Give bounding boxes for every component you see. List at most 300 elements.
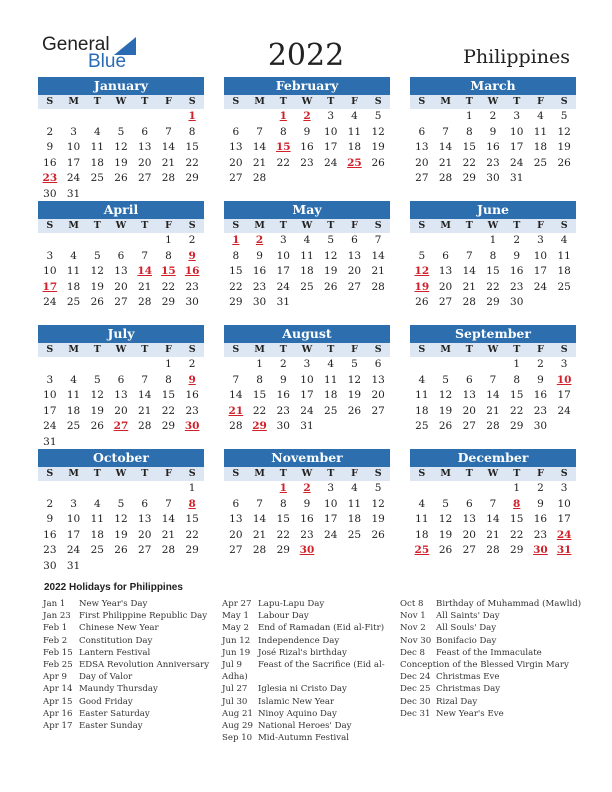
- day-cell: 12: [114, 141, 128, 153]
- holiday-row: [43, 696, 209, 708]
- day-cell: 1: [489, 234, 497, 246]
- day-cell: 12: [114, 513, 128, 525]
- logo-blue-text: Blue: [88, 51, 127, 72]
- day-cell: 2: [513, 234, 521, 246]
- day-grid: [38, 481, 204, 574]
- holiday-date: Jul 27: [222, 684, 248, 695]
- holiday-row: [43, 598, 209, 610]
- holiday-day-cell: 2: [303, 110, 311, 122]
- weekday-label: W: [301, 468, 313, 479]
- weekday-label: F: [537, 96, 544, 107]
- day-cell: 23: [276, 404, 290, 417]
- day-cell: 27: [415, 172, 429, 184]
- month-september: [410, 325, 576, 435]
- day-cell: 20: [371, 389, 385, 401]
- day-cell: 22: [276, 156, 290, 169]
- day-cell: 24: [324, 528, 338, 541]
- day-cell: 1: [513, 482, 521, 494]
- day-cell: 21: [486, 404, 500, 417]
- day-cell: 8: [489, 249, 497, 262]
- day-cell: 16: [533, 513, 548, 525]
- holiday-date: Dec 8: [400, 647, 425, 658]
- holiday-row: [43, 622, 209, 634]
- holiday-day-cell: 19: [414, 280, 430, 293]
- day-cell: 29: [510, 544, 524, 556]
- holiday-row: [43, 708, 209, 720]
- day-cell: 25: [90, 544, 104, 556]
- holiday-day-cell: 16: [184, 265, 200, 277]
- holiday-row: [400, 647, 581, 659]
- weekday-label: S: [418, 96, 426, 107]
- weekday-label: T: [513, 344, 521, 355]
- day-cell: 6: [141, 125, 149, 138]
- weekday-label: W: [115, 96, 127, 107]
- day-cell: 6: [351, 234, 358, 246]
- holiday-date: Jul 9: [222, 660, 242, 671]
- holiday-column: [400, 598, 581, 720]
- day-cell: 11: [415, 513, 429, 525]
- day-cell: 26: [438, 544, 453, 556]
- weekday-label: S: [560, 220, 568, 231]
- holiday-date: Apr 14: [43, 684, 73, 695]
- day-cell: 6: [465, 497, 473, 510]
- holiday-name: Adha): [222, 672, 248, 683]
- holiday-day-cell: 9: [188, 249, 196, 262]
- holiday-name: Independence Day: [258, 635, 340, 646]
- day-cell: 2: [188, 234, 196, 246]
- day-cell: 27: [229, 172, 243, 184]
- day-cell: 13: [229, 141, 243, 153]
- day-cell: 26: [557, 156, 571, 169]
- day-cell: 24: [557, 404, 571, 417]
- month-name: July: [38, 325, 204, 343]
- day-cell: 24: [276, 280, 290, 293]
- day-cell: 13: [462, 513, 476, 525]
- day-cell: 17: [324, 141, 338, 153]
- month-name: October: [38, 449, 204, 467]
- empty-cell: [248, 481, 272, 497]
- empty-cell: [410, 357, 434, 373]
- day-cell: 16: [300, 513, 314, 525]
- day-cell: 4: [418, 373, 426, 386]
- day-cell: 13: [438, 265, 453, 277]
- weekday-label: M: [440, 344, 451, 355]
- holiday-date: Nov 2: [400, 623, 426, 634]
- day-cell: 8: [279, 497, 287, 510]
- day-cell: 17: [557, 513, 571, 525]
- day-cell: 10: [66, 513, 81, 525]
- weekday-label: F: [351, 468, 358, 479]
- day-cell: 16: [185, 389, 199, 401]
- day-cell: 15: [510, 513, 524, 525]
- holiday-row: [222, 647, 385, 659]
- day-cell: 15: [252, 389, 267, 401]
- weekday-label: T: [279, 220, 287, 231]
- day-cell: 20: [462, 528, 476, 541]
- day-cell: 23: [486, 156, 500, 169]
- empty-cell: [248, 109, 272, 125]
- day-cell: 19: [557, 141, 571, 153]
- weekday-label: S: [188, 96, 196, 107]
- holiday-day-cell: 23: [42, 172, 58, 184]
- weekday-label: S: [46, 468, 54, 479]
- weekday-header: [224, 219, 390, 233]
- day-cell: 27: [114, 296, 128, 308]
- day-cell: 4: [537, 110, 544, 122]
- empty-cell: [133, 233, 157, 249]
- weekday-label: W: [115, 468, 127, 479]
- day-cell: 7: [489, 497, 497, 510]
- weekday-label: W: [115, 344, 127, 355]
- holiday-name: All Souls' Day: [436, 623, 497, 634]
- holiday-date: Oct 8: [400, 599, 424, 609]
- holiday-row: [400, 610, 581, 622]
- holiday-name: José Rizal's birthday: [258, 647, 347, 658]
- day-cell: 11: [557, 249, 571, 262]
- month-october: [38, 449, 204, 574]
- weekday-label: F: [165, 344, 172, 355]
- holiday-day-cell: 17: [42, 280, 58, 293]
- month-name: January: [38, 77, 204, 95]
- day-cell: 25: [66, 296, 81, 308]
- day-cell: 21: [161, 528, 176, 541]
- day-cell: 4: [351, 482, 358, 494]
- day-cell: 28: [252, 544, 267, 556]
- day-cell: 20: [229, 156, 243, 169]
- weekday-label: S: [374, 344, 382, 355]
- holiday-name: Constitution Day: [79, 635, 153, 646]
- holiday-date: Aug 29: [222, 721, 253, 732]
- day-cell: 6: [374, 358, 382, 370]
- month-march: [410, 77, 576, 187]
- day-cell: 15: [229, 265, 243, 277]
- empty-cell: [85, 357, 109, 373]
- holiday-day-cell: 1: [279, 110, 287, 122]
- day-cell: 5: [560, 110, 568, 122]
- weekday-header: [410, 95, 576, 109]
- weekday-label: T: [327, 344, 335, 355]
- day-cell: 14: [161, 141, 176, 153]
- day-cell: 17: [533, 265, 548, 277]
- day-cell: 6: [117, 373, 125, 386]
- day-cell: 1: [165, 358, 172, 370]
- day-cell: 29: [161, 296, 176, 308]
- day-cell: 27: [462, 544, 476, 556]
- day-cell: 18: [533, 141, 548, 153]
- day-cell: 18: [347, 141, 362, 153]
- holiday-name: Conception of the Blessed Virgin Mary: [400, 660, 569, 671]
- empty-cell: [109, 357, 133, 373]
- day-cell: 12: [90, 265, 104, 277]
- empty-cell: [38, 481, 62, 497]
- holiday-date: Feb 2: [43, 635, 68, 646]
- holiday-day-cell: 25: [347, 156, 362, 169]
- day-cell: 1: [188, 482, 196, 494]
- day-cell: 27: [138, 172, 152, 184]
- day-cell: 27: [347, 280, 362, 293]
- weekday-label: M: [440, 220, 451, 231]
- holiday-day-cell: 27: [113, 420, 129, 432]
- day-cell: 14: [252, 141, 267, 153]
- day-cell: 31: [43, 435, 57, 448]
- day-cell: 11: [324, 373, 338, 386]
- day-cell: 11: [347, 125, 362, 138]
- month-name: February: [224, 77, 390, 95]
- empty-cell: [481, 357, 505, 373]
- month-june: [410, 201, 576, 311]
- day-cell: 15: [486, 265, 500, 277]
- day-cell: 2: [489, 110, 497, 122]
- day-cell: 30: [533, 420, 548, 432]
- day-cell: 31: [510, 172, 524, 184]
- day-cell: 2: [537, 482, 544, 494]
- day-cell: 20: [347, 265, 362, 277]
- day-cell: 9: [46, 141, 54, 153]
- holiday-date: Apr 16: [43, 708, 73, 719]
- holiday-row: [400, 598, 581, 610]
- day-cell: 30: [276, 420, 290, 432]
- day-cell: 9: [489, 125, 497, 138]
- day-cell: 7: [141, 373, 149, 386]
- day-cell: 17: [557, 389, 571, 401]
- day-cell: 28: [138, 296, 152, 308]
- day-cell: 18: [90, 528, 104, 541]
- day-cell: 21: [371, 265, 385, 277]
- holiday-day-cell: 25: [414, 544, 430, 556]
- day-cell: 6: [232, 497, 240, 510]
- day-cell: 24: [510, 156, 524, 169]
- holiday-day-cell: 15: [275, 141, 291, 153]
- month-december: [410, 449, 576, 559]
- holiday-name: Lapu-Lapu Day: [258, 599, 325, 609]
- day-cell: 14: [229, 389, 243, 401]
- weekday-label: S: [374, 220, 382, 231]
- day-cell: 19: [90, 280, 104, 293]
- holiday-name: Good Friday: [79, 696, 133, 707]
- day-cell: 3: [303, 358, 311, 370]
- day-cell: 18: [66, 404, 81, 417]
- day-cell: 28: [371, 280, 385, 293]
- day-cell: 29: [185, 544, 199, 556]
- day-cell: 20: [138, 156, 152, 169]
- weekday-label: T: [465, 468, 473, 479]
- country-name: Philippines: [463, 46, 570, 68]
- day-cell: 23: [533, 404, 548, 417]
- holiday-name: Birthday of Muhammad (Mawlid): [436, 599, 582, 609]
- empty-cell: [434, 109, 458, 125]
- holiday-name: Feast of the Immaculate: [436, 647, 542, 658]
- weekday-label: W: [301, 96, 313, 107]
- day-cell: 7: [489, 373, 497, 386]
- day-cell: 9: [46, 513, 54, 525]
- empty-cell: [62, 109, 86, 125]
- day-cell: 27: [229, 544, 243, 556]
- day-cell: 3: [70, 125, 77, 138]
- day-cell: 21: [252, 528, 267, 541]
- day-cell: 22: [510, 528, 524, 541]
- day-cell: 21: [138, 280, 152, 293]
- day-cell: 16: [252, 265, 267, 277]
- weekday-label: M: [440, 468, 451, 479]
- day-cell: 4: [70, 373, 77, 386]
- day-cell: 20: [138, 528, 152, 541]
- day-cell: 19: [324, 265, 338, 277]
- day-cell: 14: [486, 389, 500, 401]
- holiday-row: [222, 732, 385, 744]
- empty-cell: [457, 357, 481, 373]
- day-cell: 28: [161, 544, 176, 556]
- weekday-label: S: [46, 220, 54, 231]
- holiday-name: Mid-Autumn Festival: [258, 733, 350, 744]
- holiday-day-cell: 21: [228, 404, 244, 417]
- holiday-day-cell: 9: [188, 373, 196, 386]
- weekday-label: M: [68, 96, 79, 107]
- holiday-date: Jun 19: [222, 647, 251, 658]
- day-cell: 6: [117, 249, 125, 262]
- day-cell: 4: [70, 249, 77, 262]
- day-cell: 16: [43, 528, 57, 541]
- holiday-name: Maundy Thursday: [79, 684, 158, 695]
- day-cell: 24: [43, 296, 57, 308]
- holiday-name: National Heroes' Day: [258, 721, 352, 732]
- holiday-name: New Year's Eve: [436, 708, 504, 719]
- day-cell: 4: [93, 497, 101, 510]
- day-cell: 5: [374, 110, 382, 122]
- holiday-row: [222, 610, 385, 622]
- weekday-label: T: [93, 220, 101, 231]
- holiday-column: [43, 598, 209, 732]
- weekday-header: [224, 95, 390, 109]
- day-cell: 18: [347, 513, 362, 525]
- weekday-label: T: [513, 220, 521, 231]
- day-cell: 5: [327, 234, 335, 246]
- day-cell: 7: [165, 125, 172, 138]
- day-cell: 13: [138, 513, 152, 525]
- day-cell: 30: [252, 296, 267, 308]
- month-may: [224, 201, 390, 311]
- day-cell: 11: [90, 141, 104, 153]
- day-cell: 22: [185, 156, 199, 169]
- weekday-label: T: [465, 220, 473, 231]
- logo-general-text: General: [42, 34, 110, 55]
- holiday-row: [222, 635, 385, 647]
- weekday-header: [224, 467, 390, 481]
- empty-cell: [224, 109, 248, 125]
- holiday-day-cell: 10: [556, 373, 572, 386]
- empty-cell: [224, 481, 248, 497]
- day-cell: 18: [415, 528, 429, 541]
- holiday-day-cell: 30: [184, 420, 200, 432]
- day-cell: 8: [232, 249, 240, 262]
- day-cell: 24: [300, 404, 314, 417]
- holiday-row: [222, 598, 385, 610]
- day-cell: 25: [66, 420, 81, 432]
- holiday-day-cell: 29: [252, 420, 267, 432]
- day-cell: 18: [415, 404, 429, 417]
- day-cell: 29: [185, 172, 199, 184]
- day-cell: 20: [229, 528, 243, 541]
- day-cell: 14: [138, 389, 152, 401]
- day-cell: 19: [114, 528, 128, 541]
- day-cell: 19: [371, 513, 385, 525]
- weekday-label: S: [560, 96, 568, 107]
- day-cell: 4: [351, 110, 358, 122]
- day-cell: 31: [66, 559, 81, 572]
- day-cell: 5: [351, 358, 358, 370]
- day-cell: 3: [560, 482, 568, 494]
- day-cell: 28: [438, 172, 453, 184]
- day-cell: 28: [161, 172, 176, 184]
- day-cell: 22: [252, 404, 267, 417]
- day-cell: 10: [557, 497, 571, 510]
- day-cell: 23: [300, 156, 314, 169]
- day-cell: 5: [117, 125, 125, 138]
- day-cell: 26: [114, 172, 128, 184]
- empty-cell: [62, 481, 86, 497]
- day-cell: 9: [513, 249, 521, 262]
- day-cell: 25: [324, 404, 338, 417]
- weekday-label: T: [141, 96, 149, 107]
- day-cell: 8: [165, 249, 172, 262]
- holiday-row: [222, 659, 385, 671]
- day-cell: 7: [256, 497, 263, 510]
- weekday-label: M: [440, 96, 451, 107]
- day-grid: [224, 357, 390, 435]
- day-cell: 3: [46, 249, 54, 262]
- day-cell: 17: [276, 265, 290, 277]
- day-cell: 17: [66, 156, 81, 169]
- month-name: March: [410, 77, 576, 95]
- day-grid: [410, 109, 576, 187]
- empty-cell: [434, 233, 458, 249]
- day-cell: 16: [43, 156, 57, 169]
- holiday-row: [400, 622, 581, 634]
- day-cell: 7: [165, 497, 172, 510]
- month-january: [38, 77, 204, 202]
- holiday-day-cell: 1: [232, 234, 240, 246]
- day-cell: 6: [418, 125, 426, 138]
- holiday-name: Chinese New Year: [79, 623, 159, 634]
- weekday-header: [410, 467, 576, 481]
- day-cell: 23: [510, 280, 524, 293]
- day-cell: 20: [114, 404, 128, 417]
- weekday-label: S: [188, 220, 196, 231]
- day-cell: 22: [510, 404, 524, 417]
- day-cell: 10: [533, 249, 548, 262]
- day-cell: 26: [114, 544, 128, 556]
- holiday-name: Easter Sunday: [79, 721, 143, 732]
- day-cell: 9: [303, 125, 311, 138]
- day-cell: 5: [442, 373, 449, 386]
- day-cell: 27: [462, 420, 476, 432]
- weekday-label: F: [537, 344, 544, 355]
- day-cell: 22: [229, 280, 243, 293]
- day-cell: 20: [438, 280, 453, 293]
- weekday-label: T: [465, 344, 473, 355]
- day-cell: 12: [324, 249, 338, 262]
- holiday-date: Apr 15: [43, 696, 73, 707]
- day-cell: 6: [141, 497, 149, 510]
- day-cell: 8: [165, 373, 172, 386]
- holiday-name: Bonifacio Day: [436, 635, 497, 646]
- weekday-label: W: [487, 344, 499, 355]
- year-title: 2022: [267, 38, 345, 73]
- weekday-label: F: [351, 96, 358, 107]
- holiday-day-cell: 31: [556, 544, 572, 556]
- day-cell: 31: [66, 187, 81, 200]
- day-cell: 29: [229, 296, 243, 308]
- day-cell: 31: [276, 296, 290, 308]
